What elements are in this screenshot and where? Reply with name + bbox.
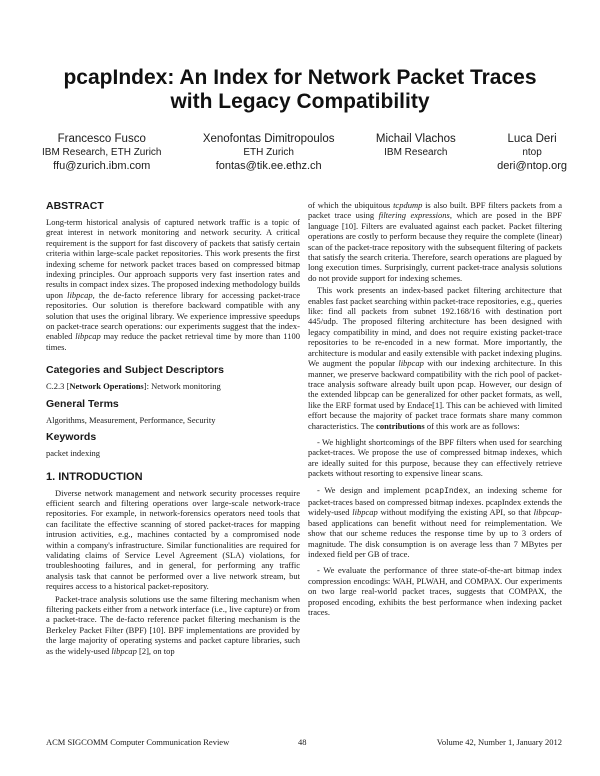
- author-affiliation: IBM Research, ETH Zurich: [42, 147, 162, 158]
- footer-volume: Volume 42, Number 1, January 2012: [436, 737, 562, 747]
- author-affiliation: ntop: [522, 147, 542, 158]
- author-name: Luca Deri: [507, 133, 557, 145]
- author-name: Francesco Fusco: [57, 133, 146, 145]
- author-name: Michail Vlachos: [375, 133, 456, 145]
- general-terms-heading: General Terms: [46, 397, 119, 410]
- right-paragraph-1: of which the ubiquitous tcpdump is also built. BPF filters packets from a packet trace using filtering expressions, which are posed in the BPF language [10]. Filters are evaluated against each packet. Packet filtering operations are costly to perform because they require the complete (linear) scan of the packet-trace repository with the subsequent filtering of packets that satisfy the search criteria. Therefore, search operations are plagued by long execution times. Surprisingly, current packet-trace analysis solutions do not provide support for indexing schemes.: [308, 200, 563, 283]
- paper-title: [0, 66, 600, 114]
- introduction-heading: 1. INTRODUCTION: [46, 470, 143, 483]
- keywords-heading: Keywords: [46, 431, 97, 444]
- intro-paragraph-1: Diverse network management and network security processes require efficient search and filtering operations over large-scale network-trace repositories. For example, in network-forensics operators need tools that can facilitate the effective scanning of stored packet-traces for mapping intrusion activities, e.g., machines contacted by a compromised node within a company's infrastructure. Similar functionalities are required for validating claims of Service Level Agreement (SLA) violations, for troubleshooting failures, and in general, for performing any traffic analysis task that cannot be performed over a live network stream, but requires access to a historical packet-repository.: [46, 487, 300, 592]
- contribution-1: - We highlight shortcomings of the BPF filters when used for searching packet-traces. We propose the use of compressed bitmap indexes, which are ideally suited for this purpose, because they can effectively retrieve packets without resorting to expensive linear scans.: [308, 436, 562, 479]
- author-affiliation: ETH Zurich: [243, 147, 294, 158]
- author-email: deri@ntop.org: [497, 160, 567, 172]
- keywords-text: packet indexing: [46, 448, 101, 459]
- title-line-1: pcapIndex: An Index for Network Packet Traces: [63, 66, 537, 89]
- footer-page-number: 48: [298, 737, 307, 747]
- author-block: [42, 132, 161, 173]
- title-line-2: with Legacy Compatibility: [170, 90, 430, 113]
- author-name: Xenofontas Dimitropoulos: [202, 133, 335, 145]
- right-column: [308, 200, 562, 619]
- author-block: [203, 132, 335, 173]
- author-email: fontas@tik.ee.ethz.ch: [215, 160, 322, 172]
- categories-heading: Categories and Subject Descriptors: [46, 364, 224, 377]
- contribution-3: - We evaluate the performance of three state-of-the-art bitmap index compression encodings: WAH, PLWAH, and COMPAX. Our experiments on two large real-world packet traces, suggests that COMPAX, the proposed encoding, exhibits the best performance when indexing packet traces.: [308, 565, 562, 618]
- contribution-2: - We design and implement pcapIndex, an indexing scheme for packet-traces based on compressed bitmap indexes. pcapIndex extends the widely-used libpcap without modifying the existing API, so that libpcap-based applications can benefit without need for reimplementation. We show that our scheme reduces the response time by up to 3 orders of magnitude. The disk consumption is on average less than 7 MBytes per indexed field per GB of trace.: [308, 484, 562, 559]
- right-paragraph-2: This work presents an index-based packet filtering architecture that enables fast packet searching within packet-trace repositories, e.g., queries like: find all packets from subnet 192.168/16 with destination port 445/udp. The proposed filtering architecture has been designed with legacy compatibility in mind, and does not require existing packet-trace repositories to be re-encoded in a new format. More importantly, the architecture is modular and easily extensible with packet indexing plugins. We augment the popular libpcap with our indexing architecture. In this manner, we preserve backward compatibility with the rich pool of packet-trace analysis software already built upon pcap. However, our design of the extended libpcap can be generalized for other packet formats, as well, like the ERF format used by Endace[1]. This can be achieved with limited effort because the majority of packet trace formats share many common characteristics. The contributions of this work are as follows:: [308, 285, 562, 431]
- author-list: [42, 132, 567, 173]
- abstract-text: Long-term historical analysis of captured network traffic is a topic of great interest in network monitoring and network security. A critical requirement is the support for fast discovery of packets that satisfy certain criteria within large-scale packet repositories. This work presents the first indexing scheme for network packet traces based on compressed bitmap indexing principles. Our approach supports very fast insertion rates and results in compact index sizes. The proposed indexing methodology builds upon libpcap, the de-facto reference library for accessing packet-trace repositories. Our solution is therefore backward compatible with any solution that uses the original library. We experience impressive speedups on packet-trace search operations: our experiments suggest that the index-enabled libpcap may reduce the packet retrieval time by more than 1100 times.: [46, 217, 300, 352]
- author-affiliation: IBM Research: [384, 147, 448, 158]
- abstract-heading: ABSTRACT: [46, 200, 104, 212]
- footer-journal: ACM SIGCOMM Computer Communication Review: [46, 737, 230, 747]
- intro-paragraph-2: Packet-trace analysis solutions use the same filtering mechanism when filtering packets either from a network interface (i.e., live capture) or from a packet-trace. The de-facto reference packet filtering mechanism is the Berkeley Packet Filter (BPF) [10]. BPF implementations are provided by the large majority of operating systems and packet capture libraries, such as the widely-used libpcap [2], on top: [46, 593, 300, 656]
- author-block: [376, 132, 456, 173]
- author-email: ffu@zurich.ibm.com: [53, 160, 151, 172]
- left-column: [46, 200, 300, 658]
- categories-text: C.2.3 [Network Operations]: Network monitoring: [46, 381, 221, 392]
- general-terms-text: Algorithms, Measurement, Performance, Security: [46, 414, 216, 425]
- author-block: [497, 132, 567, 173]
